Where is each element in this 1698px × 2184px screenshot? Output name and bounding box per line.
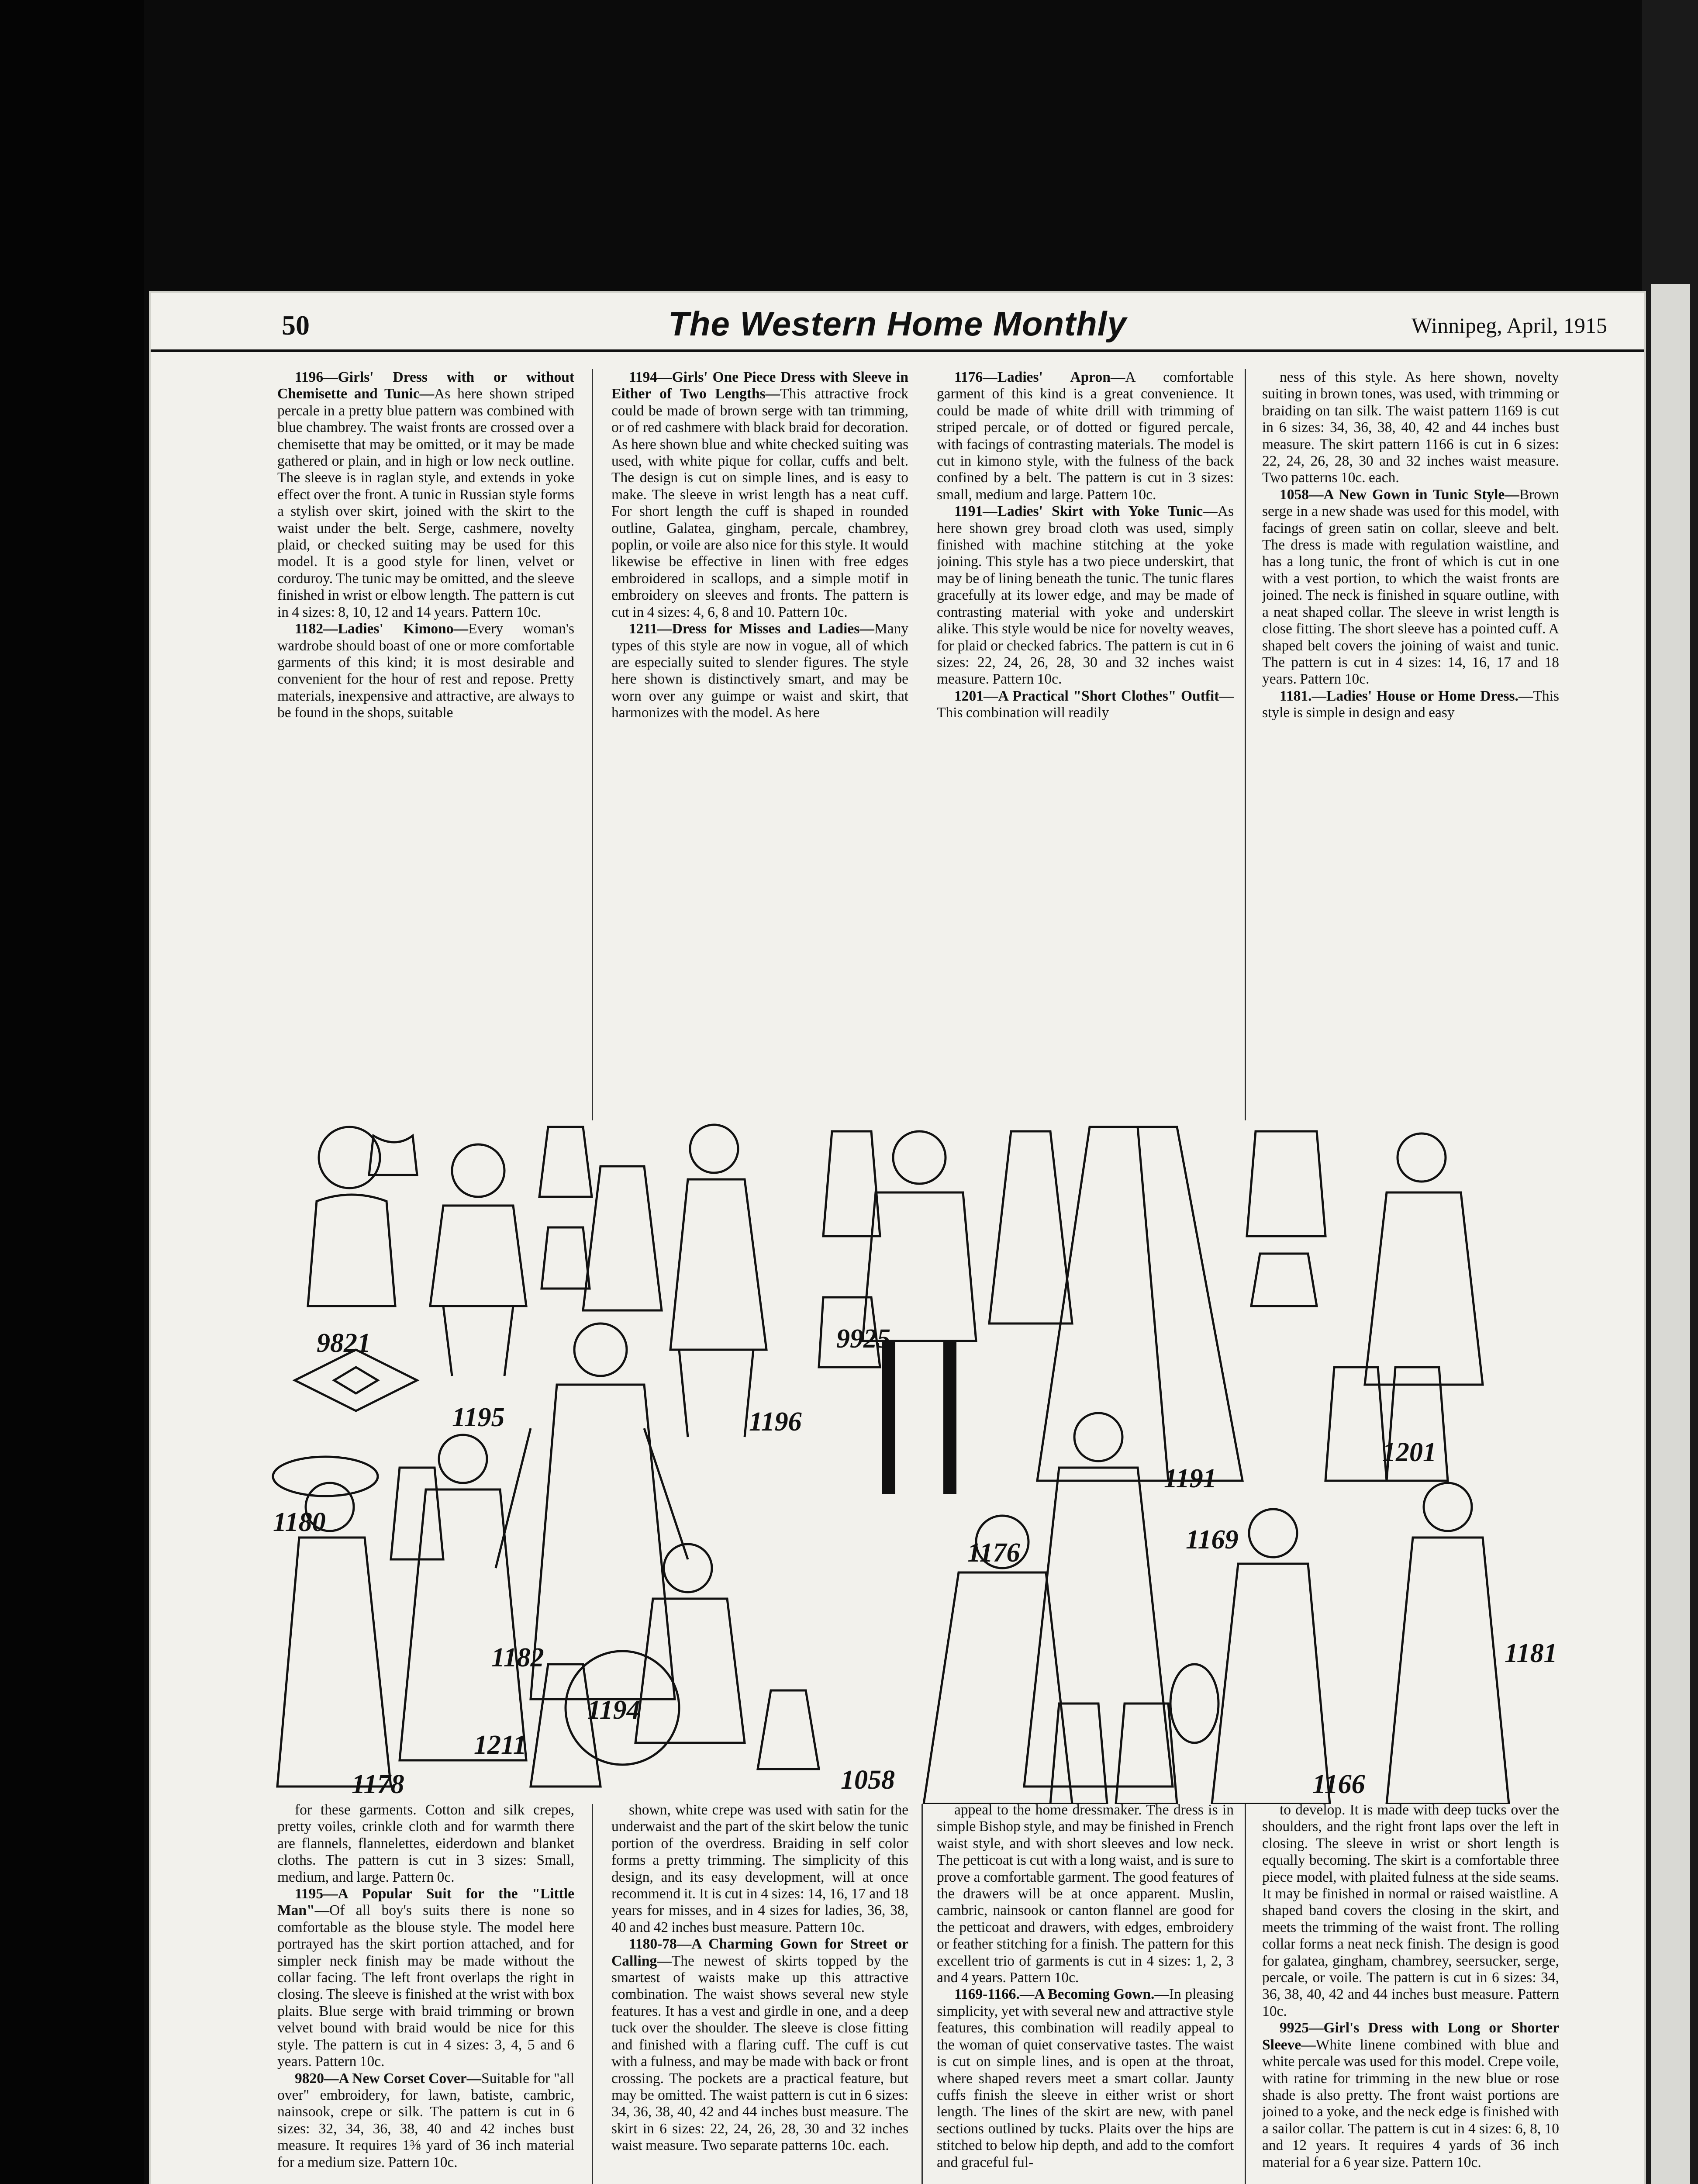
pattern-number-label: 1181: [1505, 1638, 1557, 1668]
article-1169-cont: ness of this style. As here shown, novelty suiting in brown tones, was used, with trimming or braiding on tan silk. The waist pattern 1169 is cut in 6 sizes: 34, 36, 38, 40, 42 and 44 inches bust measure. The skirt pattern 1166 is cut in 6 sizes: 22, 24, 26, 28, 30 and 32 inches waist measure. Two patterns 10c. each.: [1262, 369, 1559, 486]
garment-gown-1058: [924, 1572, 1072, 1804]
column-rule: [921, 1804, 923, 2184]
issue-date: Winnipeg, April, 1915: [1412, 313, 1607, 338]
text-column-1-top: [277, 369, 574, 1125]
pattern-number-label: 1178: [352, 1769, 404, 1799]
journal-title: The Western Home Monthly: [668, 304, 1127, 343]
column-rule: [1245, 1804, 1246, 2184]
article-1201: 1201—A Practical "Short Clothes" Outfit—This combination will readily: [937, 688, 1234, 721]
article-1182: 1182—Ladies' Kimono—Every woman's wardrobe should boast of one or more comfortable garments of this kind; it is most desirable and convenient for the hour of rest and repose. Pretty materials, inexpensive and attractive, are always to be found in the shops, suitable: [277, 621, 574, 721]
garment-dress-1211: [400, 1489, 526, 1760]
text-column-1-bottom: [277, 1802, 574, 2184]
garment-boy-suit: [430, 1206, 526, 1306]
article-1211: 1211—Dress for Misses and Ladies—Many types of this style are now in vogue, all of which are especially suited to slender figures. The style here shown is distinctively smart, and may be worn over any guimpe or waist and skirt, that harmonizes with the model. As here: [611, 621, 908, 721]
pattern-number-label: 1195: [452, 1403, 505, 1432]
text-column-2-bottom: [611, 1802, 908, 2184]
article-1181-cont: to develop. It is made with deep tucks over the shoulders, and the right front laps over the left in closing. The sleeve in wrist or short length is equally becoming. The skirt is a comfortable three piece model, with plaited fulness at the side seams. It may be finished in normal or raised waistline. A shaped band covers the closing in the skirt, and meets the trimming of the waist front. The rolling collar forms a neat neck finish. The design is good for galatea, gingham, chambrey, seersucker, serge, percale, or voile. The pattern is cut in 6 sizes: 34, 36, 38, 40, 42 and 44 inches bust measure. Pattern 10c.: [1262, 1802, 1559, 2019]
article-1182-cont: for these garments. Cotton and silk crepes, pretty voiles, crinkle cloth and for warmth there are flannels, flannelettes, eiderdown and blanket cloths. The pattern is cut in 3 sizes: Small, medium, and large. Pattern 0c.: [277, 1802, 574, 1885]
article-1180-78: 1180-78—A Charming Gown for Street or Calling—The newest of skirts topped by the smartest of waists make up this attractive combination. The waist shows several new style features. It has a vest and girdle in one, and a deep tuck over the shoulder. The sleeve is close fitting and finished with a flaring cuff. The cuff is cut with a fulness, and may be made with back or front crossing. The pockets are a practical feature, but may be omitted. The waist pattern is cut in 6 sizes: 34, 36, 38, 40, 42 and 44 inches bust measure. The skirt in 6 sizes: 22, 24, 26, 28, 30 and 32 inches waist measure. Two separate patterns 10c. each.: [611, 1936, 908, 2154]
pattern-number-label: 1176: [967, 1538, 1020, 1568]
text-column-4-bottom: [1262, 1802, 1559, 2184]
pattern-number-label: 1196: [749, 1407, 802, 1437]
pattern-number-label: 1194: [587, 1695, 640, 1725]
article-9820: 9820—A New Corset Cover—Suitable for "all over" embroidery, for lawn, batiste, cambric, nainsook, crepe or silk. The pattern is cut in 6 sizes: 32, 34, 36, 38, 40 and 42 inches bust measure. It requires 1⅜ yard of 36 inch material for a medium size. Pattern 10c.: [277, 2070, 574, 2170]
pattern-number-label: 1166: [1312, 1769, 1365, 1799]
page-header: [151, 301, 1644, 352]
garment-girls-dress: [670, 1179, 766, 1350]
article-1211-cont: shown, white crepe was used with satin for the underwaist and the part of the skirt below the tunic portion of the overdress. Braiding in self color forms a pretty trimming. The simplicity of this design, and its easy development, will at once recommend it. It is cut in 4 sizes: 14, 16, 17 and 18 years for misses, and in 4 sizes for ladies, 36, 38, 40 and 42 inches bust measure. Pattern 10c.: [611, 1802, 908, 1935]
pattern-number-label: 1182: [491, 1643, 544, 1673]
article-1176: 1176—Ladies' Apron—A comfortable garment of this kind is a great convenience. It could be made of white drill with trimming of striped percale, or of dotted or figured percale, with facings of contrasting materials. The model is cut in kimono style, with the fulness of the back confined by a belt. The pattern is cut in 3 sizes: small, medium and large. Pattern 10c.: [937, 369, 1234, 503]
garment-corset-cover: [308, 1195, 395, 1306]
fashion-illustration-drawing: [269, 1123, 1561, 1804]
page-number: 50: [282, 310, 310, 341]
column-rule: [592, 369, 593, 1120]
article-1181: 1181.—Ladies' House or Home Dress.—This style is simple in design and easy: [1262, 688, 1559, 721]
text-column-3-bottom: [937, 1802, 1234, 2184]
garment-apron: [1024, 1468, 1173, 1787]
garment-kimono: [531, 1385, 675, 1699]
fashion-illustrations: [269, 1123, 1561, 1804]
article-1196: 1196—Girls' Dress with or without Chemisette and Tunic—As here shown striped percale in a pretty blue pattern was combined with blue chambrey. The waist fronts are crossed over a chemisette that may be omitted, or it may be made gathered or plain, and in high or low neck outline. The sleeve is in raglan style, and extends in yoke effect over the front. A tunic in Russian style forms a stylish over skirt, joined with the skirt to the waist under the belt. Serge, cashmere, novelty plaid, or checked suiting may be used for this model. It is a good style for linen, velvet or corduroy. The tunic may be omitted, and the sleeve finished in wrist or elbow length. The pattern is cut in 4 sizes: 8, 10, 12 and 14 years. Pattern 10c.: [277, 369, 574, 620]
article-1201-cont: appeal to the home dressmaker. The dress is in simple Bishop style, and may be finished in French waist style, and with short sleeves and low neck. The petticoat is cut with a long waist, and is sure to prove a comfortable garment. The good features of the drawers will be at once apparent. Muslin, cambric, nainsook or canton flannel are good for the petticoat and drawers, with edges, embroidery or feather stitching for a finish. The pattern for this excellent trio of garments is cut in 4 sizes: 1, 2, 3 and 4 years. Pattern 10c.: [937, 1802, 1234, 1986]
garment-one-piece-dress: [635, 1599, 745, 1743]
pattern-number-label: 1058: [841, 1765, 895, 1795]
scan-border-left: [0, 0, 144, 2184]
text-column-4-top: [1262, 369, 1559, 1125]
pattern-number-label: 1201: [1382, 1438, 1436, 1467]
garment-girl-dress-9925: [863, 1192, 976, 1341]
garment-gown-1169: [1212, 1564, 1330, 1804]
pattern-number-label: 9925: [836, 1324, 890, 1354]
column-rule: [1245, 369, 1246, 1120]
text-column-3-top: [937, 369, 1234, 1125]
garment-gown: [277, 1538, 391, 1787]
garment-skirt-1191: [1037, 1127, 1242, 1481]
column-rule: [592, 1804, 593, 2184]
article-1194: 1194—Girls' One Piece Dress with Sleeve in Either of Two Lengths—This attractive frock could be made of brown serge with tan trimming, or of red cashmere with black braid for decoration. As here shown blue and white checked suiting was used, with white pique for collar, cuffs and belt. The design is cut on simple lines, and is easy to make. The sleeve in wrist length has a neat cuff. For short length the cuff is shaped in rounded outline, Galatea, gingham, percale, chambrey, poplin, or voile are also nice for this style. It would likewise be effective in linen with free edges embroidered in scallops, and a simple motif in embroidery on sleeves and fronts. The pattern is cut in 4 sizes: 4, 6, 8 and 10. Pattern 10c.: [611, 369, 908, 620]
pattern-number-label: 1211: [474, 1730, 527, 1760]
garment-house-dress-1181: [1387, 1538, 1509, 1804]
article-1058: 1058—A New Gown in Tunic Style—Brown serge in a new shade was used for this model, with facings of green satin on collar, sleeve and belt. The dress is made with regulation waistline, and has a long tunic, the front of which is cut in one with a vest portion, to which the waist fronts are joined. The neck is finished in square outline, with a neat shaped collar. The sleeve in wrist length is close fitting. The short sleeve has a pointed cuff. A shaped belt covers the joining of waist and tunic. The pattern is cut in 4 sizes: 14, 16, 17 and 18 years. Pattern 10c.: [1262, 486, 1559, 688]
article-1191: 1191—Ladies' Skirt with Yoke Tunic—As here shown grey broad cloth was used, simply finished with machine stitching at the yoke joining. This style has a two piece underskirt, that may be of lining beneath the tunic. The tunic flares gracefully at its lower edge, and may be made of contrasting material with yoke and underskirt alike. This style would be nice for novelty weaves, for plaid or checked fabrics. The pattern is cut in 6 sizes: 22, 24, 26, 28, 30 and 32 inches waist measure. Pattern 10c.: [937, 503, 1234, 688]
garment-short-clothes-1201: [1365, 1192, 1483, 1385]
adjacent-page-edge: [1651, 284, 1690, 2184]
article-1195: 1195—A Popular Suit for the "Little Man"—Of all boy's suits there is none so comfortable as the blouse style. The model here portrayed has the skirt portion attached, and for simpler neck finish may be made without the collar facing. The left front overlaps the right in closing. The sleeve is finished at the wrist with box plaits. Blue serge with braid trimming or brown velvet bound with braid would be nice for this style. The pattern is cut in 4 sizes: 3, 4, 5 and 6 years. Pattern 10c.: [277, 1886, 574, 2070]
pattern-number-label: 1191: [1164, 1464, 1217, 1493]
article-1169-1166: 1169-1166.—A Becoming Gown.—In pleasing simplicity, yet with several new and attractive style features, this combination will readily appeal to the woman of quiet conservative tastes. The waist is cut on simple lines, and is open at the throat, where shaped revers meet a smart collar. Jaunty cuffs finish the sleeve in either wrist or short length. The lines of the skirt are new, with panel sections outlined by tucks. Plaits over the hips are stitched to below hip depth, and add to the comfort and graceful ful-: [937, 1986, 1234, 2170]
pattern-number-label: 9821: [317, 1328, 371, 1358]
magazine-page: [151, 293, 1644, 2184]
pattern-number-label: 1169: [1186, 1525, 1239, 1555]
text-column-2-top: [611, 369, 908, 1125]
garment-piece: [295, 1350, 417, 1411]
pattern-number-label: 1180: [273, 1507, 326, 1537]
article-9925: 9925—Girl's Dress with Long or Shorter Sleeve—White linene combined with blue and white percale was used for this model. Crepe voile, with ratine for trimming in the new blue or rose shade is also pretty. The front waist portions are joined to a yoke, and the neck edge is finished with a sailor collar. The pattern is cut in 4 sizes: 6, 8, 10 and 12 years. It requires 4 yards of 36 inch material for a 6 year size. Pattern 10c.: [1262, 2020, 1559, 2170]
